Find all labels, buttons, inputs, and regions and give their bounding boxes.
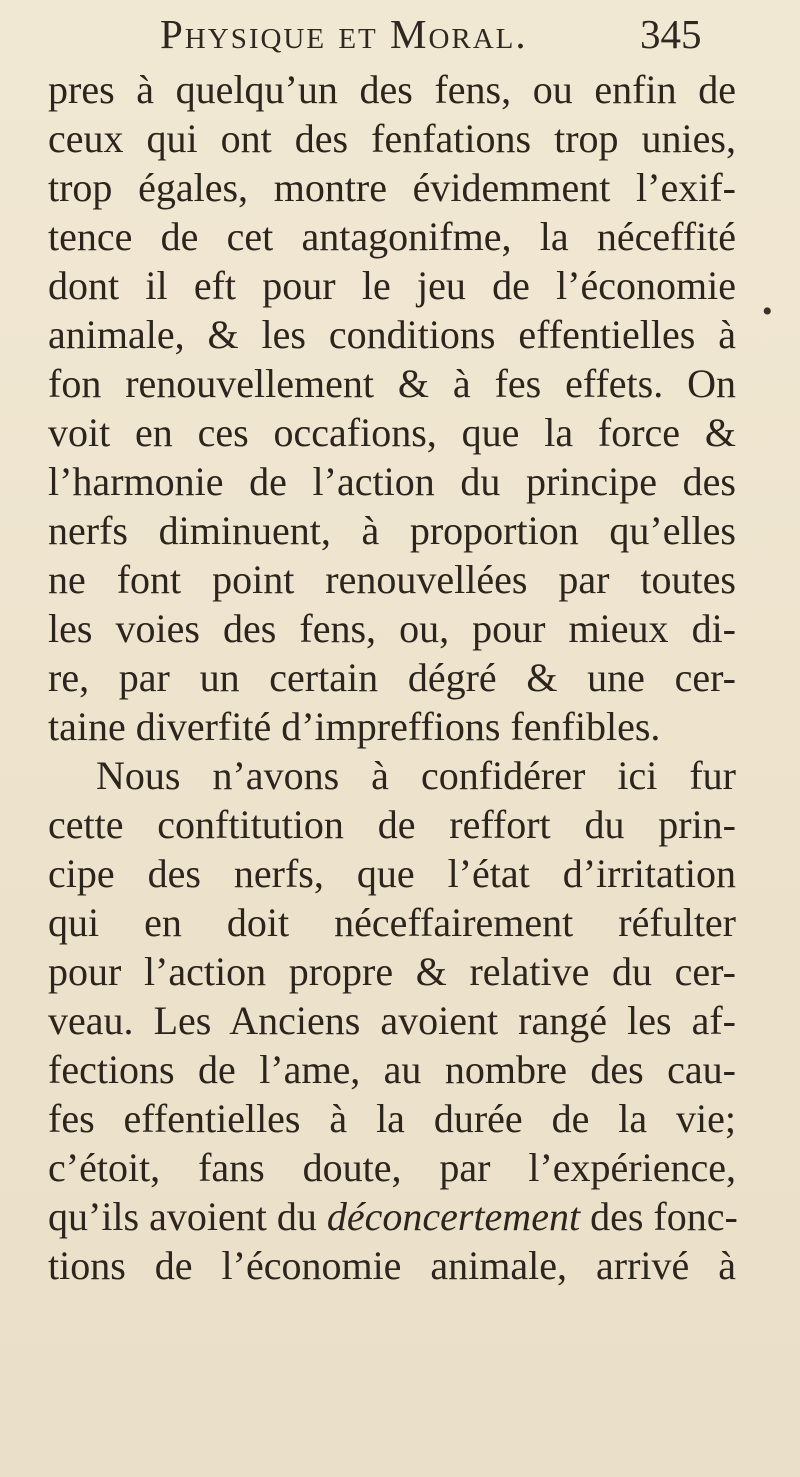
text-line: pour l’action propre & relative du cer-	[48, 949, 736, 994]
text-line: voit en ces occafions, que la force &	[48, 410, 736, 455]
text-line: cette conftitution de reffort du prin-	[48, 802, 736, 847]
text-line: nerfs diminuent, à proportion qu’elles	[48, 508, 736, 553]
paragraph-start-line: Nous n’avons à confidérer ici fur	[96, 753, 736, 798]
text-line: l’harmonie de l’action du principe des	[48, 459, 736, 504]
text-line: fes effentielles à la durée de la vie;	[48, 1096, 736, 1141]
text-line: fections de l’ame, au nombre des cau-	[48, 1047, 736, 1092]
italic-word: déconcertement	[326, 1194, 581, 1239]
text-line: animale, & les conditions effentielles à	[48, 312, 736, 357]
running-head	[0, 4, 800, 64]
text-line: re, par un certain dégré & une cer-	[48, 655, 736, 700]
text-line: tions de l’économie animale, arrivé à	[48, 1243, 736, 1288]
text-line: qui en doit néceffairement réfulter	[48, 900, 736, 945]
text-line: ne font point renouvellées par toutes	[48, 557, 736, 602]
text-line: veau. Les Anciens avoient rangé les af-	[48, 998, 736, 1043]
running-title: Physique et Moral.	[160, 11, 528, 57]
text-run: des fonc-	[580, 1194, 738, 1239]
text-run: qu’ils avoient du	[48, 1194, 327, 1239]
text-line: les voies des fens, ou, pour mieux di-	[48, 606, 736, 651]
paragraph-end-line: taine diverfité d’impreffions fenfibles.	[48, 704, 661, 749]
text-line: tence de cet antagonifme, la néceffité	[48, 214, 736, 259]
text-line-with-italic	[48, 1193, 736, 1241]
margin-mark: •	[762, 295, 773, 328]
text-line: ceux qui ont des fenfations trop unies,	[48, 116, 736, 161]
text-line: cipe des nerfs, que l’état d’irritation	[48, 851, 736, 896]
page-number: 345	[640, 11, 702, 57]
text-line: dont il eft pour le jeu de l’économie	[48, 263, 736, 308]
text-line: fon renouvellement & à fes effets. On	[48, 361, 736, 406]
text-line: trop égales, montre évidemment l’exif-	[48, 165, 736, 210]
text-line: c’étoit, fans doute, par l’expérience,	[48, 1145, 736, 1190]
text-line: pres à quelqu’un des fens, ou enfin de	[48, 67, 736, 112]
